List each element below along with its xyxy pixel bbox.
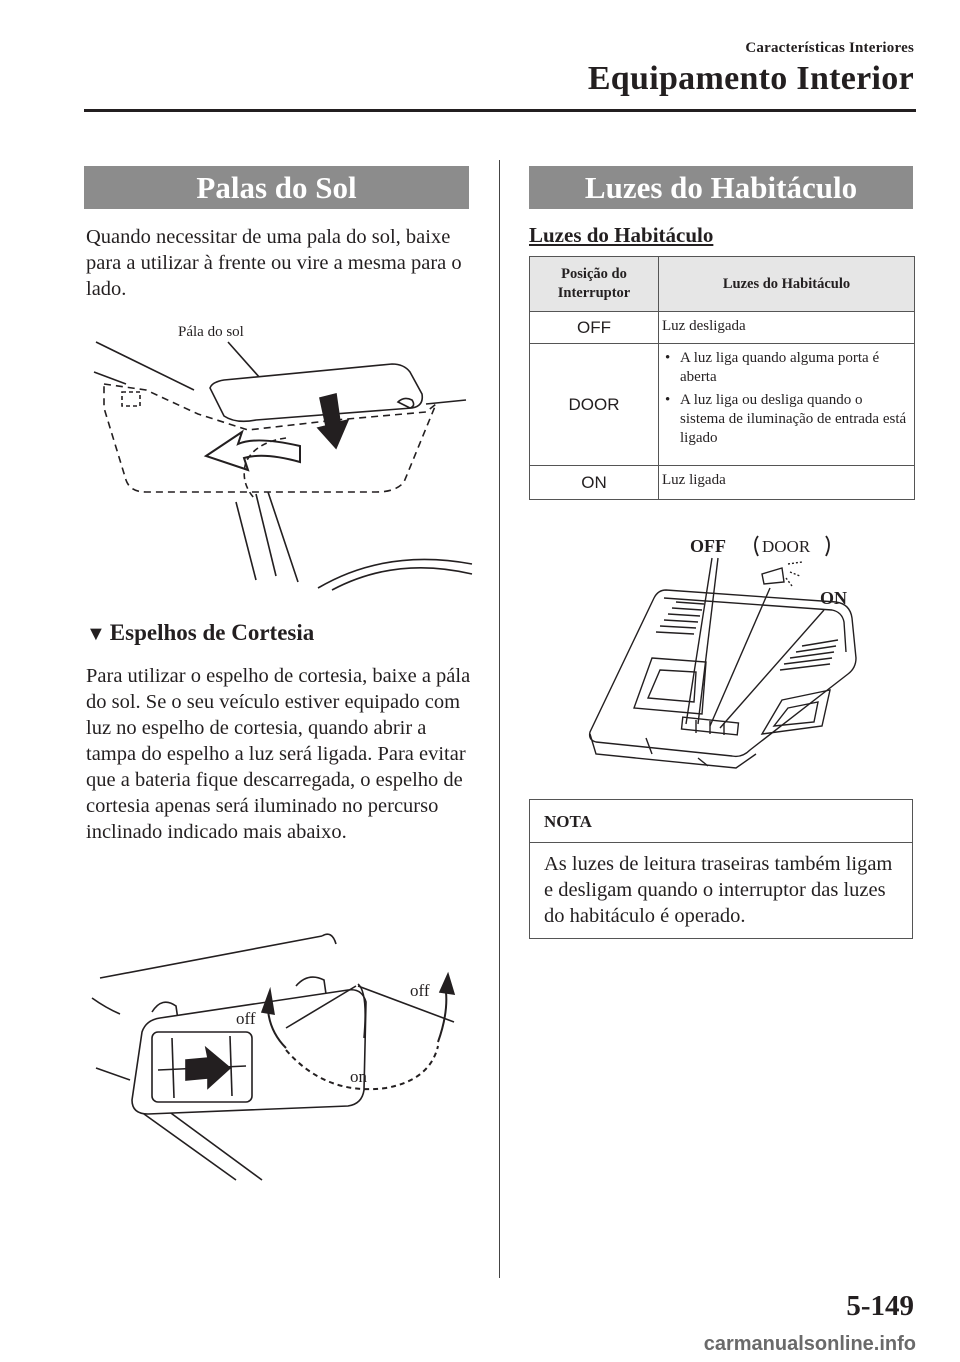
- vanity-mirror-text: Para utilizar o espelho de cortesia, baixe a pála do sol. Se o seu veículo estiver equipado com luz no espelho de cortesia, quando abrir a tampa do espelho a luz será ligada. Para evitar que a bateria fique descarregada, o espelho de cortesia apenas será iluminado no percurso inclinado indicado mais abaixo.: [86, 665, 471, 843]
- description-on: Luz ligada: [659, 466, 915, 500]
- table-row: [530, 466, 915, 500]
- door-position-label: DOOR: [762, 537, 811, 556]
- header-rule: [84, 109, 916, 112]
- vent-grille-right: [780, 640, 838, 670]
- switch-position-off: OFF: [530, 312, 659, 344]
- vent-grille-left: [656, 602, 704, 634]
- overhead-light-figure: [586, 528, 876, 778]
- page-title: Equipamento Interior: [587, 60, 914, 97]
- off-label-left: off: [236, 1009, 256, 1028]
- interior-lights-subheading: Luzes do Habitáculo: [529, 223, 714, 247]
- switch-position-table: [529, 256, 915, 500]
- note-title: NOTA: [530, 800, 912, 843]
- column-divider: [499, 160, 500, 1278]
- off-position-label: OFF: [690, 536, 726, 556]
- triangle-marker-icon: ▼: [86, 623, 106, 645]
- watermark: carmanualsonline.info: [703, 1333, 916, 1355]
- switch-position-door: DOOR: [530, 344, 659, 466]
- note-box: [529, 799, 913, 939]
- subheading-vanity-mirrors: [86, 620, 314, 646]
- sun-visor-callout-label: Pála do sol: [178, 324, 244, 340]
- column-header-interior-lights: Luzes do Habitáculo: [659, 257, 915, 312]
- description-off: Luz desligada: [659, 312, 915, 344]
- door-lamp-icon: [762, 562, 802, 586]
- description-door: [659, 344, 915, 466]
- note-text: As luzes de leitura traseiras também ligam e desligam quando o interruptor das luzes do habitáculo é operado.: [544, 853, 893, 927]
- section-banner-sun-visors: Palas do Sol: [84, 166, 469, 209]
- vanity-mirror-figure: [86, 928, 476, 1190]
- on-position-label: ON: [820, 588, 847, 608]
- on-label: on: [350, 1067, 367, 1086]
- column-header-switch-position: Posição do Interruptor: [530, 257, 659, 312]
- table-row: [530, 344, 915, 466]
- switch-position-on: ON: [530, 466, 659, 500]
- sun-visor-intro-text: Quando necessitar de uma pala do sol, baixe para a utilizar à frente ou vire a mesma para o lado.: [86, 226, 462, 300]
- section-banner-interior-lights: Luzes do Habitáculo: [529, 166, 913, 209]
- page-number: 5-149: [846, 1290, 914, 1322]
- off-label-right: off: [410, 981, 430, 1000]
- list-item: • A luz liga ou desliga quando o sistema de iluminação de entrada está ligado: [662, 391, 911, 448]
- subheading-text: Espelhos de Cortesia: [109, 620, 315, 645]
- table-header-row: [530, 257, 915, 312]
- sun-visor-figure: [86, 312, 476, 592]
- table-row: [530, 312, 915, 344]
- section-label: Características Interiores: [745, 40, 914, 56]
- list-item: • A luz liga quando alguma porta é aberta: [662, 349, 911, 387]
